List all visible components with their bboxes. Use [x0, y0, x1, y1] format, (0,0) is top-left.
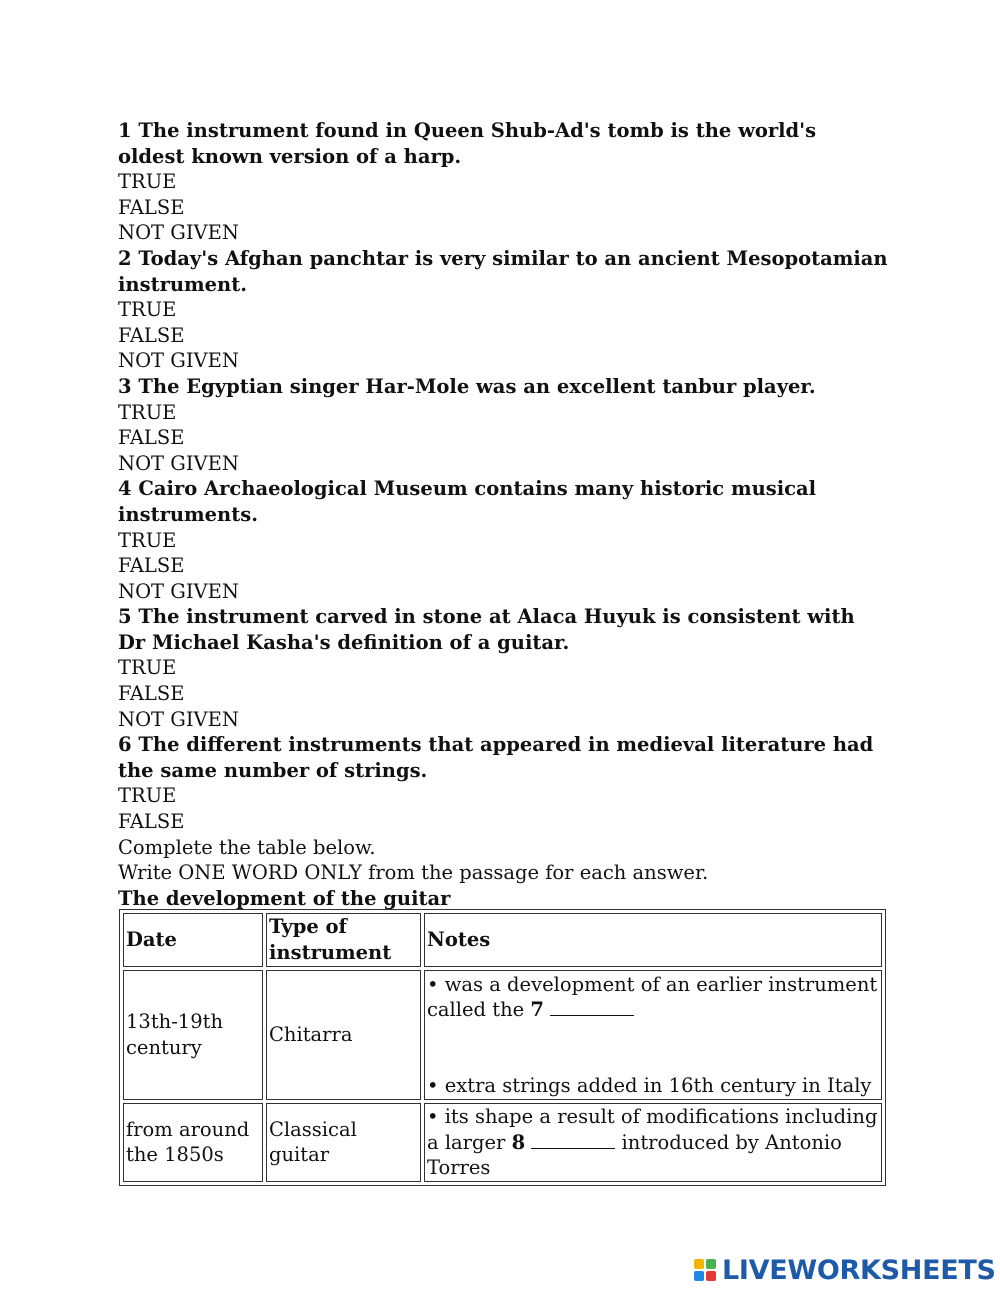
answer-option-not-given[interactable]: NOT GIVEN	[118, 451, 239, 475]
logo-mark-icon	[694, 1259, 716, 1281]
note-spacer	[427, 1023, 879, 1073]
header-date: Date	[123, 913, 263, 967]
answer-option-false[interactable]: FALSE	[118, 323, 185, 347]
guitar-development-table	[119, 909, 886, 1186]
table-title: The development of the guitar	[118, 886, 451, 910]
instruction-line-2: Write ONE WORD ONLY from the passage for each answer.	[118, 861, 709, 885]
table-row	[123, 1103, 882, 1182]
question-statement: Today's Afghan panchtar is very similar to an ancient Mesopotamian instrument.	[118, 246, 888, 296]
question-statement: Cairo Archaeological Museum contains many historic musical instruments.	[118, 477, 817, 526]
answer-number: 8	[511, 1130, 526, 1154]
question-number: 4	[118, 477, 132, 501]
cell-date: from around the 1850s	[123, 1103, 263, 1182]
liveworksheets-logo	[694, 1256, 996, 1284]
logo-square	[706, 1271, 716, 1281]
answer-option-true[interactable]: TRUE	[118, 656, 177, 680]
header-type: Type of instrument	[266, 913, 421, 967]
question-text	[118, 476, 888, 527]
logo-square	[694, 1271, 704, 1281]
question-number: 5	[118, 605, 132, 629]
question-statement: The Egyptian singer Har-Mole was an excellent tanbur player.	[138, 374, 816, 398]
answer-option-false[interactable]: FALSE	[118, 426, 185, 450]
table-header-row	[123, 913, 882, 967]
answer-option-true[interactable]: TRUE	[118, 170, 177, 194]
answer-option-false[interactable]: FALSE	[118, 810, 185, 834]
answer-option-false[interactable]: FALSE	[118, 682, 185, 706]
question-statement: The instrument found in Queen Shub-Ad's tomb is the world's oldest known version of a harp.	[118, 119, 817, 168]
question-statement: The different instruments that appeared in medieval literature had the same number of strings.	[118, 733, 874, 782]
question-number: 1	[118, 119, 132, 142]
answer-option-true[interactable]: TRUE	[118, 400, 177, 424]
question-number: 3	[118, 374, 132, 398]
question-text	[118, 118, 888, 169]
cell-date: 13th-19th century	[123, 970, 263, 1100]
answer-number: 7	[530, 998, 544, 1022]
cell-notes	[424, 1103, 882, 1182]
question-list	[118, 118, 888, 835]
answer-option-not-given[interactable]: NOT GIVEN	[118, 349, 239, 373]
question-text	[118, 604, 888, 655]
note-text: • was a development of an earlier instrument called the	[427, 972, 878, 1022]
answer-option-true[interactable]: TRUE	[118, 298, 177, 322]
answer-option-not-given[interactable]: NOT GIVEN	[118, 221, 239, 245]
table-row	[123, 970, 882, 1100]
answer-option-false[interactable]: FALSE	[118, 195, 185, 219]
note-line	[427, 972, 879, 1023]
question-number: 6	[118, 733, 132, 757]
answer-option-not-given[interactable]: NOT GIVEN	[118, 707, 239, 731]
logo-square	[706, 1259, 716, 1269]
brand-name: LIVEWORKSHEETS	[722, 1254, 996, 1286]
instruction-line-1: Complete the table below.	[118, 835, 376, 859]
cell-type: Classical guitar	[266, 1103, 421, 1182]
question-text	[118, 374, 888, 400]
cell-type: Chitarra	[266, 970, 421, 1100]
header-notes: Notes	[424, 913, 882, 967]
cell-notes	[424, 970, 882, 1100]
question-number: 2	[118, 246, 132, 270]
question-statement: The instrument carved in stone at Alaca Huyuk is consistent with Dr Michael Kasha's definition of a guitar.	[118, 605, 855, 654]
logo-square	[694, 1259, 704, 1269]
answer-7-blank[interactable]	[550, 997, 634, 1016]
answer-option-true[interactable]: TRUE	[118, 784, 177, 808]
worksheet-content	[118, 118, 888, 911]
answer-option-not-given[interactable]: NOT GIVEN	[118, 579, 239, 603]
answer-8-blank[interactable]	[531, 1130, 615, 1149]
question-text	[118, 732, 888, 783]
question-text	[118, 246, 888, 297]
note-text: • its shape a result of modifications including a larger	[427, 1105, 878, 1154]
answer-option-false[interactable]: FALSE	[118, 554, 185, 578]
note-text: introduced by Antonio Torres	[427, 1130, 842, 1180]
answer-option-true[interactable]: TRUE	[118, 528, 177, 552]
note-text: • extra strings added in 16th century in Italy	[427, 1073, 872, 1097]
